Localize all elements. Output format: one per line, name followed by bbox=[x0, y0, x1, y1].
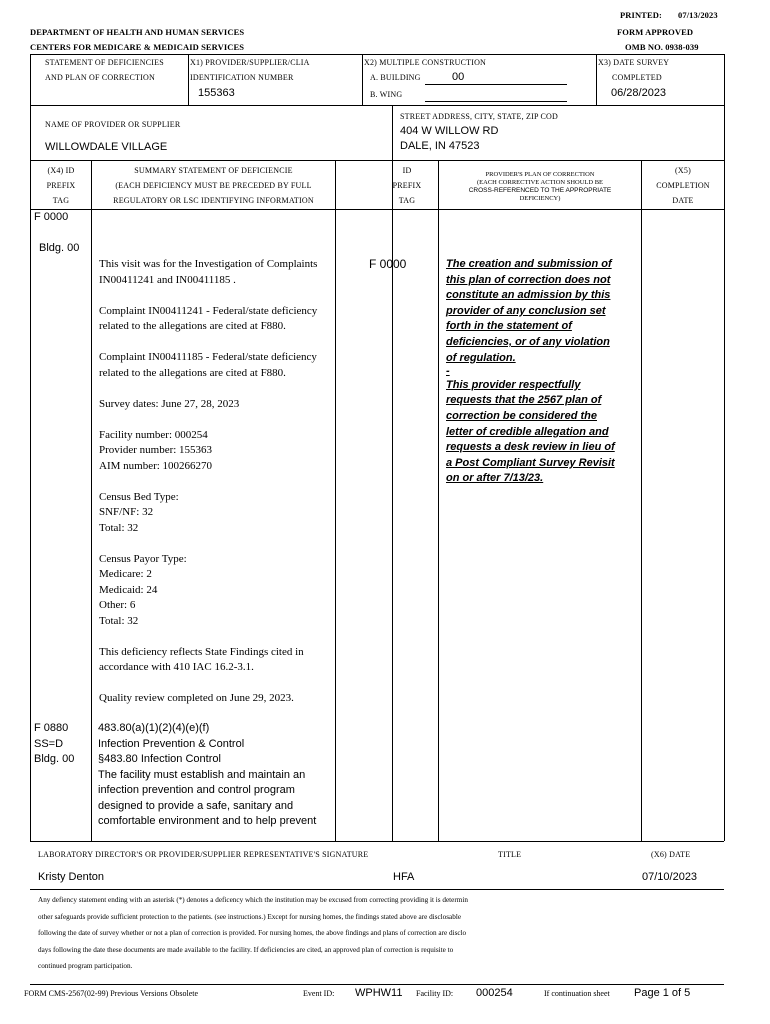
facility-id-label: Facility ID: bbox=[416, 989, 454, 998]
prefix-tag-2: F 0880 SS=D Bldg. 00 bbox=[34, 722, 75, 765]
omb-number: OMB NO. 0938-039 bbox=[625, 42, 699, 52]
department-title: DEPARTMENT OF HEALTH AND HUMAN SERVICES bbox=[30, 27, 245, 37]
x5-header-1: (X5) bbox=[675, 166, 691, 175]
id-header-2: PREFIX bbox=[392, 181, 422, 190]
address-line1: 404 W WILLOW RD bbox=[400, 125, 499, 137]
wing-label: B. WING bbox=[370, 90, 403, 99]
statement-label: STATEMENT OF DEFICIENCIES bbox=[45, 58, 164, 67]
address-label: STREET ADDRESS, CITY, STATE, ZIP COD bbox=[400, 112, 558, 121]
plan-correction-label: AND PLAN OF CORRECTION bbox=[45, 73, 155, 82]
id-prefix-tag-1: F 0000 bbox=[369, 257, 407, 271]
summary-header-1: SUMMARY STATEMENT OF DEFICIENCIE bbox=[134, 166, 293, 175]
form-approved: FORM APPROVED bbox=[617, 27, 694, 37]
centers-title: CENTERS FOR MEDICARE & MEDICAID SERVICES bbox=[30, 42, 245, 52]
summary-header-2: (EACH DEFICIENCY MUST BE PRECEDED BY FULL bbox=[115, 181, 312, 190]
x5-header-3: DATE bbox=[672, 196, 694, 205]
summary-header-3: REGULATORY OR LSC IDENTIFYING INFORMATION bbox=[113, 196, 314, 205]
x4-header-3: TAG bbox=[52, 196, 70, 205]
prefix-tag-1: F 0000 bbox=[34, 211, 69, 223]
x4-header-2: PREFIX bbox=[46, 181, 76, 190]
event-id-value: WPHW11 bbox=[355, 987, 403, 999]
printed-label: PRINTED: bbox=[620, 10, 662, 20]
signature-date: 07/10/2023 bbox=[642, 871, 698, 883]
summary-text-1: This visit was for the Investigation of Complaints IN00411241 and IN00411185 . Complaint IN00411241 - Federal/state deficiency related to the allegations are cited at F880. Complaint IN00411185 - Federal/state deficiency related to the allegations are cited at F880. Survey dates: June 27, 28, 2023 Facility number: 000254 Provider number: 155363 AIM number: 100266270 Census Bed Type: SNF/NF: 32 Total: 32 Census Payor Type: Medicare: 2 Medicaid: 24 Other: 6 Total: 32 This deficiency reflects State Findings cited in accordance with 410 IAC 16.2-3.1. Quality review completed on June 29, 2023. bbox=[99, 258, 318, 704]
signature-label: LABORATORY DIRECTOR'S OR PROVIDER/SUPPLIER REPRESENTATIVE'S SIGNATURE bbox=[38, 850, 369, 859]
poc-header: PROVIDER'S PLAN OF CORRECTION (EACH CORRECTIVE ACTION SHOULD BE CROSS-REFERENCED TO THE APPROPRIATE DEFICIENCY) bbox=[468, 171, 612, 202]
building-label: A. BUILDING bbox=[370, 73, 421, 82]
building-underline bbox=[425, 84, 567, 85]
page-number: Page 1 of 5 bbox=[634, 987, 691, 999]
title-label: TITLE bbox=[498, 850, 522, 859]
address-line2: DALE, IN 47523 bbox=[400, 140, 480, 152]
x4-header-1: (X4) ID bbox=[47, 166, 75, 175]
facility-id-value: 000254 bbox=[476, 987, 513, 999]
form-number: FORM CMS-2567(02-99) Previous Versions Obsolete bbox=[24, 989, 199, 998]
printed-date: 07/13/2023 bbox=[678, 10, 718, 20]
continuation-label: If continuation sheet bbox=[544, 989, 610, 998]
building-tag-1: Bldg. 00 bbox=[39, 242, 80, 254]
disclaimer-text: Any defiency statement ending with an asterisk (*) denotes a deficency which the institution may be excused from correcting providing it is determin other safeguards provide sufficient protection to the patients. (see instructions.) Except for nursing homes, the findings stated above are disclosable following the date of survey whether or not a plan of correction is provided. For nursing homes, the above findings and plans of correction are disclo days following the date these documents are made available to the facility. If deficiencies are cited, an approved plan of correction is requisite to continued program participation. bbox=[38, 896, 468, 970]
x5-header-2: COMPLETION bbox=[656, 181, 710, 190]
signer-title: HFA bbox=[393, 871, 415, 883]
id-header-3: TAG bbox=[398, 196, 416, 205]
x1-label: X1) PROVIDER/SUPPLIER/CLIA bbox=[190, 58, 310, 67]
x3-label: X3) DATE SURVEY bbox=[598, 58, 670, 67]
signer-name: Kristy Denton bbox=[38, 871, 105, 883]
identification-label: IDENTIFICATION NUMBER bbox=[190, 73, 294, 82]
completed-label: COMPLETED bbox=[612, 73, 662, 82]
event-id-label: Event ID: bbox=[303, 989, 335, 998]
id-header-1: ID bbox=[402, 166, 412, 175]
provider-name-value: WILLOWDALE VILLAGE bbox=[45, 141, 168, 153]
summary-text-2: 483.80(a)(1)(2)(4)(e)(f) Infection Prevention & Control §483.80 Infection Control The facility must establish and maintain an infection prevention and control program designed to provide a safe, sanitary and comfortable environment and to help prevent bbox=[98, 722, 317, 827]
building-value: 00 bbox=[452, 71, 465, 83]
x6-date-label: (X6) DATE bbox=[651, 850, 691, 859]
provider-id-value: 155363 bbox=[198, 87, 235, 99]
provider-name-label: NAME OF PROVIDER OR SUPPLIER bbox=[45, 120, 181, 129]
x2-label: X2) MULTIPLE CONSTRUCTION bbox=[364, 58, 487, 67]
survey-date-value: 06/28/2023 bbox=[611, 87, 667, 99]
plan-of-correction-text: The creation and submission of this plan of correction does not constitute an admission by this provider of any conclusion set forth in the statement of deficiencies, or of any violation of regulation. - This provider respectfully requests that the 2567 plan of correction be considered the letter of credible allegation and requests a desk review in lieu of a Post Compliant Survey Revisit on or after 7/13/23. bbox=[446, 258, 615, 485]
wing-underline bbox=[425, 101, 567, 102]
